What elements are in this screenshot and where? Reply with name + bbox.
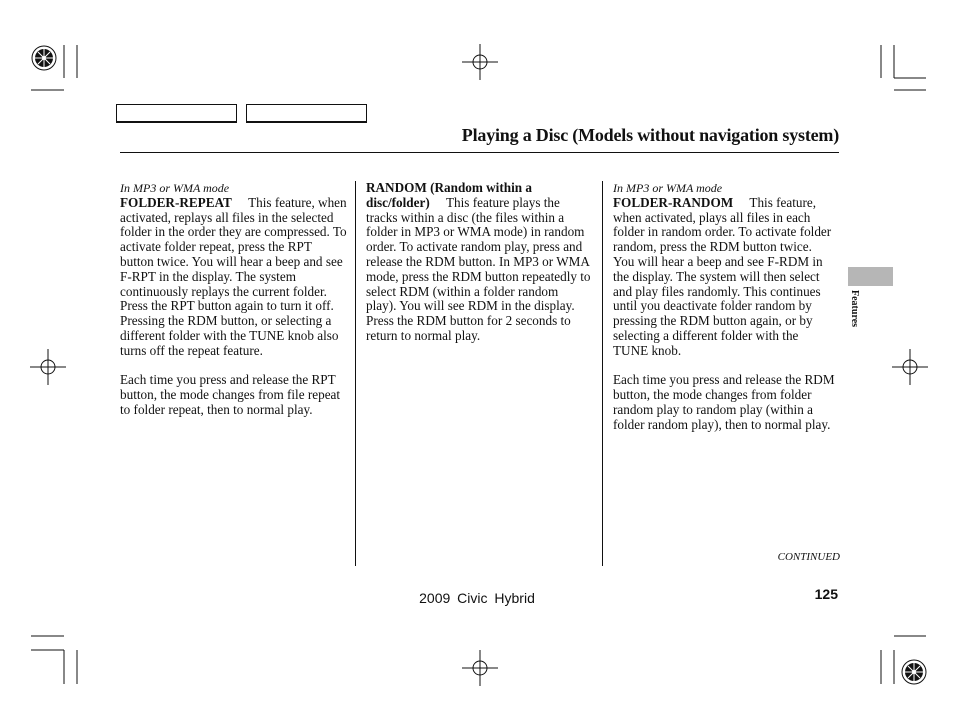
feature-name: FOLDER-RANDOM	[613, 194, 734, 210]
registration-mark-right	[890, 347, 930, 387]
page-title: Playing a Disc (Models without navigation system)	[461, 125, 839, 145]
column-divider-2	[602, 181, 603, 566]
feature-description: This feature plays the tracks within a disc (the files within a folder in MP3 or WMA mode) in random order. To activate random play, press and release the RDM button. In MP3 or WMA mode, press the RDM button repeatedly to select RDM (within a folder random play). You will see RDM in the display. Press the RDM button for 2 seconds to return to normal play.	[366, 194, 591, 343]
feature-paragraph: Each time you press and release the RPT button, the mode changes from file repeat to folder repeat, then to normal play.	[120, 372, 341, 417]
starburst-mark-top-left	[30, 44, 58, 72]
mode-label: In MP3 or WMA mode	[120, 181, 230, 195]
feature-description: This feature, when activated, replays all files in the selected folder in the order they are compressed. To activate folder repeat, press the RPT button twice. You will hear a beep and see F-RPT in the display. The system continuously replays the current folder. Press the RPT button again to turn it off. Pressing the RDM button, or selecting a different folder with the TUNE knob also turns off the repeat feature.	[120, 194, 347, 358]
continued-label: CONTINUED	[777, 551, 840, 563]
section-tab	[848, 267, 893, 286]
title-rule	[120, 152, 839, 153]
column-folder-random	[613, 181, 835, 433]
footer-model: 2009 Civic Hybrid	[419, 590, 535, 606]
column-folder-repeat	[120, 181, 348, 418]
registration-mark-top	[460, 42, 500, 82]
header-box-right	[246, 104, 367, 122]
mode-label: In MP3 or WMA mode	[613, 181, 723, 195]
section-label-text: Features	[849, 290, 860, 328]
section-tab-label	[846, 290, 862, 350]
starburst-mark-bottom-right	[900, 658, 928, 686]
feature-description: This feature, when activated, plays all files in each folder in random order. To activate folder random, press the RDM button twice. You will hear a beep and see F-RDM in the display. The system will then select and play files randomly. This continues until you deactivate folder random by pressing the RDM button again, or by selecting a different folder with the TUNE knob.	[613, 194, 832, 358]
feature-paragraph: Each time you press and release the RDM button, the mode changes from folder random play to random play (within a folder random play), then to normal play.	[613, 372, 835, 432]
column-divider-1	[355, 181, 356, 566]
column-random	[366, 181, 591, 344]
feature-name: FOLDER-REPEAT	[120, 194, 232, 210]
header-box-left	[116, 104, 237, 122]
registration-mark-left	[28, 347, 68, 387]
feature-name: RANDOM (Random within a disc/folder)	[366, 180, 532, 210]
registration-mark-bottom	[460, 648, 500, 688]
page-number: 125	[814, 586, 838, 602]
